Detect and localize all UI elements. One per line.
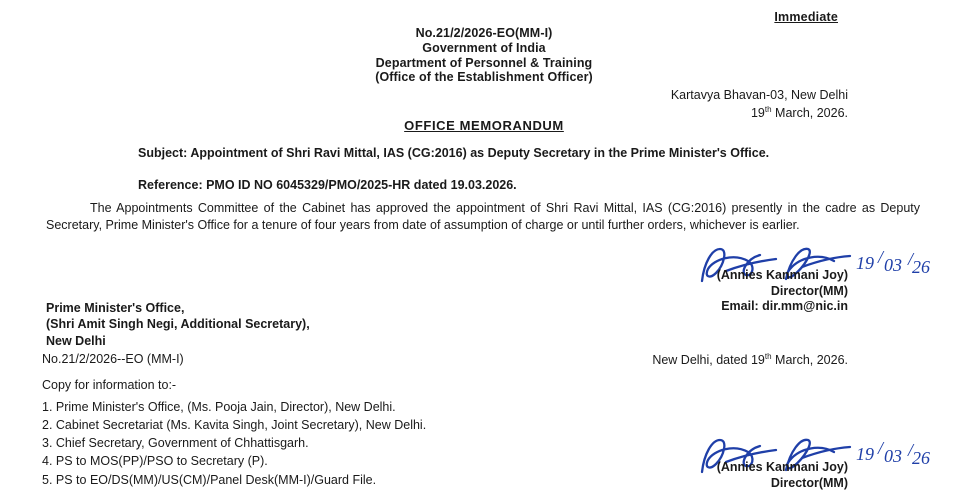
file-number: No.21/2/2026-EO(MM-I) — [415, 26, 553, 40]
svg-text:/: / — [878, 438, 884, 458]
signatory-designation-2: Director(MM) — [770, 475, 848, 490]
svg-text:/: / — [908, 249, 914, 269]
addressee-block — [46, 300, 310, 349]
signature-block-2 — [717, 460, 848, 491]
svg-text:03: 03 — [884, 446, 902, 466]
svg-text:03: 03 — [884, 255, 902, 275]
list-item: 5. PS to EO/DS(MM)/US(CM)/Panel Desk(MM-I)/Guard File. — [42, 472, 377, 487]
svg-text:/: / — [878, 247, 884, 267]
list-item: 4. PS to MOS(PP)/PSO to Secretary (P). — [42, 454, 268, 469]
letterhead — [0, 26, 968, 85]
copy-distribution-list — [42, 398, 426, 489]
addressee-line-3: New Delhi — [46, 333, 106, 348]
endorsement-file-number: No.21/2/2026--EO (MM-I) — [42, 352, 184, 366]
body-paragraph — [46, 200, 920, 235]
reference-line: Reference: PMO ID NO 6045329/PMO/2025-HR dated 19.03.2026. — [138, 178, 517, 192]
svg-text:26: 26 — [912, 257, 930, 277]
signatory-name-1: (Annies Kanmani Joy) — [716, 268, 848, 282]
date-rest: March, 2026. — [771, 105, 848, 120]
office-line: (Office of the Establishment Officer) — [375, 70, 593, 85]
addressee-line-1: Prime Minister's Office, — [46, 301, 185, 315]
subject-line: Subject: Appointment of Shri Ravi Mittal, IAS (CG:2016) as Deputy Secretary in the Prime Minister's Office. — [138, 146, 770, 160]
svg-text:19: 19 — [856, 444, 874, 464]
signature-block-1 — [717, 268, 848, 315]
signatory-email-1: Email: dir.mm@nic.in — [721, 299, 848, 314]
government-line: Government of India — [422, 40, 546, 55]
place-and-date — [671, 88, 848, 121]
endorsement-date-day: 19 — [750, 353, 765, 368]
place-line: Kartavya Bhavan-03, New Delhi — [670, 88, 848, 102]
signatory-name-2: (Annies Kanmani Joy) — [716, 460, 848, 474]
date-suffix: th — [764, 104, 772, 114]
addressee-line-2: (Shri Amit Singh Negi, Additional Secretary), — [46, 317, 310, 332]
endorsement-date — [652, 352, 848, 367]
copy-for-label: Copy for information to:- — [42, 378, 177, 392]
svg-text:/: / — [908, 440, 914, 460]
date-day: 19 — [750, 105, 765, 120]
svg-text:26: 26 — [912, 448, 930, 468]
svg-text:19: 19 — [856, 253, 874, 273]
endorsement-date-rest: March, 2026. — [771, 353, 848, 368]
endorsement-date-suffix: th — [764, 352, 772, 361]
signatory-designation-1: Director(MM) — [770, 283, 848, 298]
body-text: The Appointments Committee of the Cabinet has approved the appointment of Shri Ravi Mittal, IAS (CG:2016) presently in the cadre as Deputy Secretary, Prime Minister's Office for a tenure of four years from date of assumption of charge or until further orders, whichever is earlier. — [46, 201, 920, 233]
list-item: 1. Prime Minister's Office, (Ms. Pooja Jain, Director), New Delhi. — [42, 400, 396, 414]
page-title: OFFICE MEMORANDUM — [404, 118, 564, 133]
endorsement-place: New Delhi, dated — [652, 353, 751, 368]
list-item: 3. Chief Secretary, Government of Chhattisgarh. — [42, 436, 309, 451]
immediate-stamp: Immediate — [774, 10, 838, 24]
list-item: 2. Cabinet Secretariat (Ms. Kavita Singh, Joint Secretary), New Delhi. — [42, 418, 427, 433]
department-line: Department of Personnel & Training — [375, 55, 593, 70]
